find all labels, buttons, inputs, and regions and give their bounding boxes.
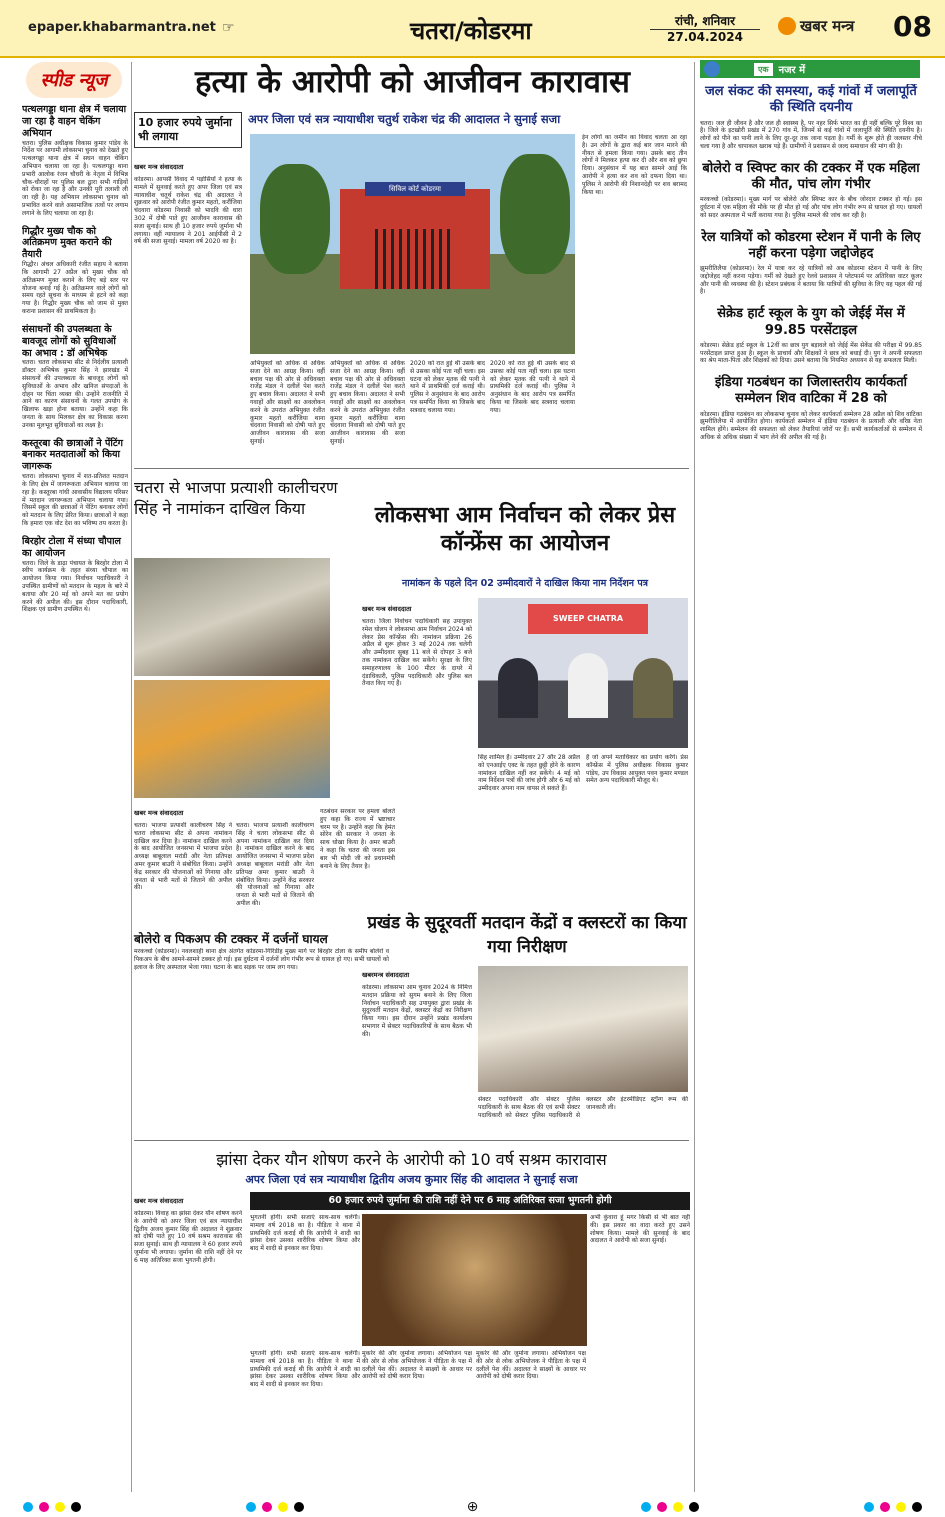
press-reporter: खबर मन्त्र संवाददाता bbox=[362, 605, 412, 613]
chatra-headline: चतरा से भाजपा प्रत्याशी कालीचरण सिंह ने नामांकन दाखिल किया bbox=[134, 478, 338, 518]
speed-news-logo bbox=[26, 62, 122, 98]
press-subhead: नामांकन के पहले दिन 02 उम्मीदवारों ने दाखिल किया नाम निर्देशन पत्र bbox=[401, 578, 649, 589]
right-item-headline: रेल यात्रियों को कोडरमा स्टेशन में पानी के लिए नहीं करना पड़ेगा जद्दोजेहद bbox=[701, 229, 921, 261]
left-item-text: चतरा। जिले के डाढ़ा पंचायत के बिरहोर टोला में स्वीप कार्यक्रम के तहत संध्या चौपाल का आयोजन किया गया। निर्वाचन पदाधिकारी ने उपस्थित ग्रामीणों को मतदान के महत्व के बारे में बताया और 20 मई को अपने मत का प्रयोग करने की अपील की। इस दौरान पदाधिकारी, शिक्षक एवं ग्रामीण उपस्थित थे। bbox=[22, 559, 128, 614]
lead-text-col6: ईन लोगों का जमीन का विवाद चलता आ रहा है। उन लोगों के द्वारा कई बार जान मारने की नीयत से हमला किया गया। उसके बाद तीन लोगों ने मिलकर हत्या कर दी और शव को छुपा दिया। अनुसंधान में यह बात सामने आई कि आरोपी ने हत्या कर शव को दफना दिया था। पुलिस ने आरोपी की निशानदेही पर शव बरामद किया था। bbox=[582, 134, 687, 196]
rape-text-col6: अभी कुंवारा हूं मगर किसी से भी बात नहीं की। इस प्रकार का वादा करते हुए उसने शोषण किया। मामले की सुनवाई के बाद अदालत ने आरोपी को सजा सुनाई। bbox=[590, 1214, 690, 1245]
rape-headline: झांसा देकर यौन शोषण करने के आरोपी को 10 वर्ष सश्रम कारावास bbox=[216, 1150, 607, 1169]
brand-logo bbox=[778, 16, 854, 36]
rape-reporter: खबर मन्त्र संवाददाता bbox=[134, 1197, 184, 1205]
color-registration-mid bbox=[243, 1497, 307, 1516]
left-item-headline: गिद्धौर मुख्य चौक को अतिक्रमण मुक्त कराने की तैयारी bbox=[22, 225, 112, 261]
left-item bbox=[22, 226, 128, 316]
sweep-banner-text: SWEEP CHATRA bbox=[552, 614, 624, 623]
accident1-headline: बोलेरो व पिकअप की टक्कर में दर्जनों घायल bbox=[134, 932, 328, 946]
sweep-banner bbox=[528, 604, 648, 634]
lead-subhead: अपर जिला एवं सत्र न्यायाधीश चतुर्थ राकेश चंद्र की आदालत ने सुनाई सजा bbox=[248, 112, 561, 126]
lead-text-col1: कोडरमा। आपसी विवाद में पड़ोसियों ने हत्या के मामले में सुनवाई करते हुए अपर जिला एवं सत्र न्यायाधीश चतुर्थ राकेश चंद्र की अदालत ने शुक्रवार को आरोपी रंजीत कुमार महतो, करौंजिया चंदवारा कोडरमा निवासी को भादवि की धारा 302 में दोषी पाते हुए आजीवन कारावास की सजा सुनाई। साथ ही 10 हजार रुपये जुर्माना भी लगाया। वहीं न्यायालय ने 201 आईपीसी में 2 वर्ष की सजा सुनाई। मामला वर्ष 2020 का है। bbox=[134, 176, 242, 246]
right-item-text: मरकच्चो (कोडरमा)। मुख्य मार्ग पर बोलेरो और स्विफ्ट कार के बीच जोरदार टक्कर हो गई। इस दुर्घटना में एक महिला की मौके पर ही मौत हो गई और पांच लोग गंभीर रूप से घायल हो गए। घायलों को सदर अस्पताल में भर्ती कराया गया है। पुलिस मामले की जांच कर रही है। bbox=[700, 196, 922, 219]
left-item-text: चतरा। चतरा लोकसभा सीट से निर्दलीय प्रत्याशी डॉक्टर अभिषेक कुमार सिंह ने झारखंड में संसाधनों की उपलब्धता के बावजूद लोगों को सुविधाओं के अभाव और खनिज संपदाओं के दोहन पर चिंता व्यक्त की। उन्होंने राजनीति में आने का कारण संसाधनों के गलत उपयोग के खिलाफ खड़ा होना बताया। उन्होंने कहा कि जनता के साथ मिलकर क्षेत्र का विकास करना उनका मूलभूत सुविधाओं का लक्ष्य है। bbox=[22, 359, 128, 429]
column-divider bbox=[694, 62, 695, 1492]
left-item bbox=[22, 438, 128, 528]
press-photo bbox=[478, 598, 688, 748]
press-text-col2: सिंह शामिल हैं। उम्मीदवार 27 और 28 अप्रैल को एनआईए एक्ट के तहत छुट्टी होने के कारण नामांकन दाखिल नहीं कर सकेंगे। 4 मई को नाम निर्देशन पत्रों की जांच होगी और 6 मई को उम्मीदवार अपना नाम वापस ले सकते हैं। bbox=[478, 754, 580, 793]
left-item-text: चतरा। लोकसभा चुनाव में शत-प्रतिशत मतदान के लिए क्षेत्र में जागरूकता अभियान चलाया जा रहा है। कस्तूरबा गांधी आवासीय विद्यालय परिसर में मतदान जागरूकता अभियान चलाया गया। जिसमें स्कूल की छात्राओं ने पेंटिंग बनाकर लोगों को मतदान के लिए प्रेरित किया। छात्राओं ने कहा कि हमारा एक वोट देश का भविष्य तय करता है। bbox=[22, 473, 128, 527]
section-rule bbox=[134, 1140, 689, 1141]
rape-text-col2: भुगतनी होगी। सभी सजाएं साथ-साथ चलेंगी। मामला वर्ष 2018 का है। पीड़िता ने थाना में प्राथमिकी दर्ज कराई थी कि आरोपी ने शादी का झांसा देकर उसका शारीरिक शोषण किया और बाद में शादी से इनकार कर दिया। bbox=[250, 1214, 360, 1253]
press-headline: लोकसभा आम निर्वाचन को लेकर प्रेस कॉन्फ्रेंस का आयोजन bbox=[374, 503, 676, 556]
right-item bbox=[700, 84, 922, 151]
right-item-text: झुमरीतिलैया (कोडरमा)। रेल में यात्रा कर रहे यात्रियों को अब कोडरमा स्टेशन में पानी के लिए जद्दोजेहद नहीं करना पड़ेगा। गर्मी को देखते हुए रेलवे प्रशासन ने प्लेटफार्म पर अतिरिक्त वाटर कूलर और पानी की व्यवस्था की है। स्टेशन प्रबंधक ने बताया कि यात्रियों की सुविधा के लिए यह पहल की गई है। bbox=[700, 265, 922, 296]
booth-text: कोडरमा। लोकसभा आम चुनाव 2024 के निमित्त मतदान प्रक्रिया को सुगम बनाने के लिए जिला निर्वाचन पदाधिकारी सह उपायुक्त द्वारा प्रखंड के सुदूरवर्ती मतदान केंद्रों, क्लस्टर केंद्रों का निरीक्षण किया गया। इस दौरान उन्होंने प्रखंड कार्यालय सभागार में सेक्टर पदाधिकारियों के साथ बैठक भी की। bbox=[362, 984, 472, 1038]
color-registration-mid2 bbox=[638, 1497, 702, 1516]
right-item bbox=[700, 161, 922, 220]
lead-text-col4: 2020 को रात हुई थी उसके बाद से उसका कोई पता नहीं चला। इस घटना को लेकर मृतक की पत्नी ने थाने में प्राथमिकी दर्ज कराई थी। पुलिस ने अनुसंधान के बाद आरोप पत्र समर्पित किया था जिसके बाद सत्रवाद चलाया गया। bbox=[410, 360, 485, 414]
column-divider bbox=[131, 62, 132, 1492]
nazar-label: नजर में bbox=[778, 65, 806, 76]
court-sign-text: सिविल कोर्ट कोडरमा bbox=[389, 185, 441, 193]
lead-fine-box bbox=[134, 112, 242, 148]
crosshair-icon: ⊕ bbox=[466, 1498, 479, 1515]
ek-badge: एक bbox=[754, 63, 773, 76]
court-gate-sign bbox=[365, 182, 465, 196]
gavel-photo bbox=[362, 1214, 587, 1346]
rape-subhead: अपर जिला एवं सत्र न्यायाधीश द्वितीय अजय कुमार सिंह की आदालत ने सुनाई सजा bbox=[245, 1173, 578, 1186]
press-text-col1: चतरा। जिला निर्वाचन पदाधिकारी सह उपायुक्त रमेश घोलप ने लोकसभा आम निर्वाचन 2024 को लेकर प्रेस कॉन्फ्रेंस की। नामांकन प्रक्रिया 26 अप्रैल से शुरू होकर 3 मई 2024 तक चलेगी और उम्मीदवार सुबह 11 बजे से दोपहर 3 बजे तक नामांकन दाखिल कर सकेंगे। सुरक्षा के लिए समाहरणालय के 100 मीटर के दायरे में दंडाधिकारी, पुलिस पदाधिकारी और पुलिस बल तैनात किए गए हैं। bbox=[362, 618, 472, 688]
lead-reporter: खबर मन्त्र संवाददाता bbox=[134, 163, 184, 171]
ek-nazar-banner bbox=[700, 60, 920, 78]
right-item-headline: जल संकट की समस्या, कई गांवों में जलापूर्ति की स्थिति दयनीय bbox=[705, 84, 917, 116]
court-photo bbox=[250, 134, 575, 354]
lead-fine-text: 10 हजार रुपये जुर्माना भी लगाया bbox=[138, 116, 232, 143]
left-item-text: चतरा। पुलिस अधीक्षक विकास कुमार पांडेय के निर्देश पर आगामी लोकसभा चुनाव को देखते हुए पत्थलगड्डा थाना क्षेत्र में सघन वाहन चेकिंग अभियान चलाया जा रहा है। पत्थलगड्डा थाना प्रभारी आलोक रंजन चौधरी के नेतृत्व में विभिन्न चौक-चौराहों पर पुलिस बल द्वारा सभी गाड़ियों को रोका जा रहा है और उनकी पूरी तलाशी ली जा रही है। यह अभियान लोकसभा चुनाव को प्रभावित करने वाले असामाजिक तत्वों पर लगाम लगाने के लिए चलाया जा रहा है। bbox=[22, 139, 128, 217]
dateline-box bbox=[650, 12, 760, 44]
accident1-text: मरकच्चो (कोडरमा)। नवलशाही थाना क्षेत्र अंतर्गत कोडरमा-गिरिडीह मुख्य मार्ग पर बिरहोर टोला के समीप बोलेरो व पिकअप के बीच आमने-सामने टक्कर हो गई। इस दुर्घटना में दर्जनों लोग गंभीर रूप से घायल हो गए। सभी घायलों को इलाज के लिए अस्पताल भेजा गया। घटना के बाद सड़क पर जाम लग गया। bbox=[134, 948, 389, 971]
lead-text-col2: अभियुक्तों को अधिक से अधिक सजा देने का आग्रह किया। वहीं बचाव पक्ष की ओर से अधिवक्ता राजेंद्र मंडल ने दलीलें पेश करते हुए बचाव किया। अदालत ने सभी गवाहों और साक्ष्यों का अवलोकन करने के उपरांत अभियुक्त रंजीत कुमार महतो करौंजिया थाना चंदवारा निवासी को दोषी पाते हुए आजीवन कारावास की सजा सुनाई। bbox=[250, 360, 325, 445]
speed-news-text: स्पीड न्यूज bbox=[40, 70, 108, 91]
rally-photo bbox=[134, 680, 330, 798]
left-item-headline: संसाधनों की उपलब्धता के बावजूद लोगों को सुविधाओं का अभाव : डॉ अभिषेक bbox=[22, 323, 116, 359]
masthead-bar bbox=[0, 0, 945, 58]
section-rule bbox=[134, 468, 689, 469]
footer-color-marks bbox=[0, 1496, 945, 1517]
chatra-text-col2: चतरा। भाजपा प्रत्याशी कालीचरण सिंह ने चतरा लोकसभा सीट से अपना नामांकन दाखिल कर दिया है। नामांकन दाखिल करने के बाद आयोजित जनसभा में भाजपा प्रदेश अध्यक्ष बाबूलाल मरांडी और नेता प्रतिपक्ष अमर कुमार बाउरी ने संबोधित किया। उन्होंने केंद्र सरकार की योजनाओं को गिनाया और जनता से भारी मतों से जिताने की अपील की। bbox=[236, 822, 314, 907]
left-news-column bbox=[22, 104, 128, 1494]
lead-headline: हत्या के आरोपी को आजीवन कारावास bbox=[194, 64, 630, 100]
right-item-text: चतरा। जल ही जीवन है और जल ही स्वास्थ्य है, पर नहर सिर्फ भारत का ही नहीं बल्कि पूरे विश्व का है। जिले के इटखोरी प्रखंड में 270 गांव में, जिनमें से कई गांवों में जलापूर्ति की स्थिति दयनीय है। लोगों को पीने का पानी लाने के लिए दूर-दूर तक जाना पड़ता है। गर्मी के शुरू होते ही जलस्तर नीचे चला गया है और चापाकल खराब पड़े हैं। ग्रामीणों ने प्रशासन से जल्द समाधान की मांग की है। bbox=[700, 119, 922, 150]
left-item-headline: कस्तूरबा की छात्राओं ने पेंटिंग बनाकर मतदाताओं को किया जागरूक bbox=[22, 437, 123, 473]
brand-icon bbox=[778, 17, 796, 35]
booth-photo bbox=[478, 966, 688, 1092]
page-number: 08 bbox=[893, 10, 932, 43]
color-registration-right bbox=[861, 1497, 925, 1516]
lead-text-col5: 2020 को रात हुई थी उसके बाद से उसका कोई पता नहीं चला। इस घटना को लेकर मृतक की पत्नी ने थाने में प्राथमिकी दर्ज कराई थी। पुलिस ने अनुसंधान के बाद आरोप पत्र समर्पित किया था जिसके बाद सत्रवाद चलाया गया। bbox=[490, 360, 575, 414]
left-item-headline: बिरहोर टोला में संध्या चौपाल का आयोजन bbox=[22, 535, 121, 559]
rape-text-col4: मुकर्रर की और जुर्माना लगाया। अभियोजन पक्ष की ओर से लोक अभियोजक ने पीड़िता के पक्ष में दलीलें पेश कीं। अदालत ने साक्ष्यों के आधार पर आरोपी को दोषी करार दिया। bbox=[362, 1350, 472, 1381]
right-news-column bbox=[700, 84, 922, 1492]
right-item bbox=[700, 375, 922, 442]
globe-icon bbox=[704, 61, 720, 77]
booth-text-col2: सेक्टर पदाधिकारी और सेक्टर पुलिस पदाधिकारी के साथ बैठक की एवं सभी सेक्टर पदाधिकारी को सेक्टर पुलिस पदाधिकारी से क्लस्टर और इंटरमीडिएट स्ट्रॉन्ग रूम की जानकारी ली। bbox=[478, 1096, 688, 1119]
right-item-text: कोडरमा। सेक्रेड हार्ट स्कूल के 12वीं का छात्र युग बड़ावले को जेईई मेंस सेकेंड की परीक्षा में 99.85 परसेंटाइल प्राप्त हुआ है। स्कूल के प्राचार्य और शिक्षकों ने छात्र को बधाई दी। युग ने अपनी सफलता का श्रेय माता-पिता और शिक्षकों को दिया। उसने बताया कि नियमित अध्ययन से यह सफलता मिली। bbox=[700, 341, 922, 365]
right-item bbox=[700, 230, 922, 297]
issue-date: 27.04.2024 bbox=[650, 29, 760, 44]
left-item-text: गिद्धौर। अंचल अधिकारी रंजीत सहाय ने बताया कि आगामी 27 अप्रैल को मुख्य चौक को अतिक्रमण मुक्त कराने के लिए बड़े स्तर पर योजना बनाई गई है। अतिक्रमण वाले लोगों को समय रहते सूचना के माध्यम से हटने को कहा गया है। गिद्धौर मुख्य चौक को जाम से मुक्त कराना प्रशासन की प्राथमिकता है। bbox=[22, 261, 128, 315]
chatra-text-col3: गठबंधन सरकार पर हमला बोलते हुए कहा कि राज्य में भ्रष्टाचार चरम पर है। उन्होंने कहा कि हेमंत सोरेन की सरकार ने जनता के साथ धोखा किया है। अमर बाउरी ने कहा कि चतरा की जनता इस बार भी मोदी जी को प्रधानमंत्री बनाने के लिए तैयार है। bbox=[320, 808, 395, 870]
left-item bbox=[22, 324, 128, 430]
booth-headline: प्रखंड के सुदूरवर्ती मतदान केंद्रों व क्लस्टरों का किया गया निरीक्षण bbox=[367, 913, 687, 957]
rape-text-col3: भुगतनी होगी। सभी सजाएं साथ-साथ चलेंगी। मामला वर्ष 2018 का है। पीड़िता ने थाना में प्राथमिकी दर्ज कराई थी कि आरोपी ने शादी का झांसा देकर उसका शारीरिक शोषण किया और बाद में शादी से इनकार कर दिया। bbox=[250, 1350, 360, 1389]
right-item-text: कोडरमा। इंडिया गठबंधन का लोकसभा चुनाव को लेकर कार्यकर्ता सम्मेलन 28 अप्रैल को शिव वाटिका झुमरीतिलैया में आयोजित होगा। कार्यकर्ता सम्मेलन में इंडिया गठबंधन के प्रत्याशी और वरिष्ठ नेता शामिल होंगे। सम्मेलन की सफलता को लेकर तैयारियां जोरों पर हैं। सभी कार्यकर्ताओं से सम्मेलन में अधिक से अधिक संख्या में भाग लेने की अपील की गई है। bbox=[700, 410, 922, 442]
cursor-icon: ☞ bbox=[222, 20, 235, 36]
left-item bbox=[22, 104, 128, 218]
nomination-photo bbox=[134, 558, 330, 676]
brand-name: खबर मन्त्र bbox=[800, 17, 855, 35]
press-text-col3: है जो अपने मताधिकार का प्रयोग करेंगे। प्रेस कॉन्फ्रेंस में पुलिस अधीक्षक विकास कुमार पांडेय, उप विकास आयुक्त पवन कुमार मण्डल समेत अन्य पदाधिकारी मौजूद थे। bbox=[586, 754, 688, 785]
site-url[interactable]: epaper.khabarmantra.net bbox=[28, 20, 216, 35]
chatra-reporter: खबर मन्त्र संवाददाता bbox=[134, 809, 184, 817]
right-item-headline: सेक्रेड हार्ट स्कूल के युग को जेईई मेंस में 99.85 परसेंटाइल bbox=[717, 306, 905, 338]
section-title: चतरा/कोडरमा bbox=[410, 17, 532, 45]
right-item bbox=[700, 306, 922, 365]
lead-text-col3: अभियुक्तों को अधिक से अधिक सजा देने का आग्रह किया। वहीं बचाव पक्ष की ओर से अधिवक्ता राजेंद्र मंडल ने दलीलें पेश करते हुए बचाव किया। अदालत ने सभी गवाहों और साक्ष्यों का अवलोकन करने के उपरांत अभियुक्त रंजीत कुमार महतो करौंजिया थाना चंदवारा निवासी को दोषी पाते हुए आजीवन कारावास की सजा सुनाई। bbox=[330, 360, 405, 445]
rape-fine-box bbox=[250, 1192, 690, 1210]
booth-reporter: खबरमन्त्र संवाददाता bbox=[362, 971, 410, 979]
chatra-text-col1: चतरा। भाजपा प्रत्याशी कालीचरण सिंह ने चतरा लोकसभा सीट से अपना नामांकन दाखिल कर दिया है। नामांकन दाखिल करने के बाद आयोजित जनसभा में भाजपा प्रदेश अध्यक्ष बाबूलाल मरांडी और नेता प्रतिपक्ष अमर कुमार बाउरी ने संबोधित किया। उन्होंने केंद्र सरकार की योजनाओं को गिनाया और जनता से भारी मतों से जिताने की अपील की। bbox=[134, 822, 232, 892]
rape-fine-text: 60 हजार रुपये जुर्माना की राशि नहीं देने पर 6 माह अतिरिक्त सजा भुगतनी होगी bbox=[328, 1195, 612, 1206]
color-registration-left bbox=[20, 1497, 84, 1516]
left-item-headline: पत्थलगड्डा थाना क्षेत्र में चलाया जा रहा है वाहन चेकिंग अभियान bbox=[22, 104, 127, 139]
left-item bbox=[22, 536, 128, 614]
rape-text-col5: मुकर्रर की और जुर्माना लगाया। अभियोजन पक्ष की ओर से लोक अभियोजक ने पीड़िता के पक्ष में दलीलें पेश कीं। अदालत ने साक्ष्यों के आधार पर आरोपी को दोषी करार दिया। bbox=[476, 1350, 586, 1381]
right-item-headline: इंडिया गठबंधन का जिलास्तरीय कार्यकर्ता सम्मेलन शिव वाटिका में 28 को bbox=[714, 375, 908, 407]
rape-text-col1: कोडरमा। विवाह का झांसा देकर यौन शोषण करने के आरोपी को अपर जिला एवं सत्र न्यायाधीश द्वितीय अजय कुमार सिंह की अदालत ने शुक्रवार को दोषी पाते हुए 10 वर्ष सश्रम कारावास की सजा सुनाई। साथ ही न्यायालय ने 60 हजार रुपये जुर्माना भी लगाया। जुर्माना की राशि नहीं देने पर 6 माह अतिरिक्त सजा भुगतनी होगी। bbox=[134, 1210, 242, 1264]
city-day: रांची, शनिवार bbox=[674, 14, 736, 28]
right-item-headline: बोलेरो व स्विफ्ट कार की टक्कर में एक महिला की मौत, पांच लोग गंभीर bbox=[702, 160, 920, 192]
